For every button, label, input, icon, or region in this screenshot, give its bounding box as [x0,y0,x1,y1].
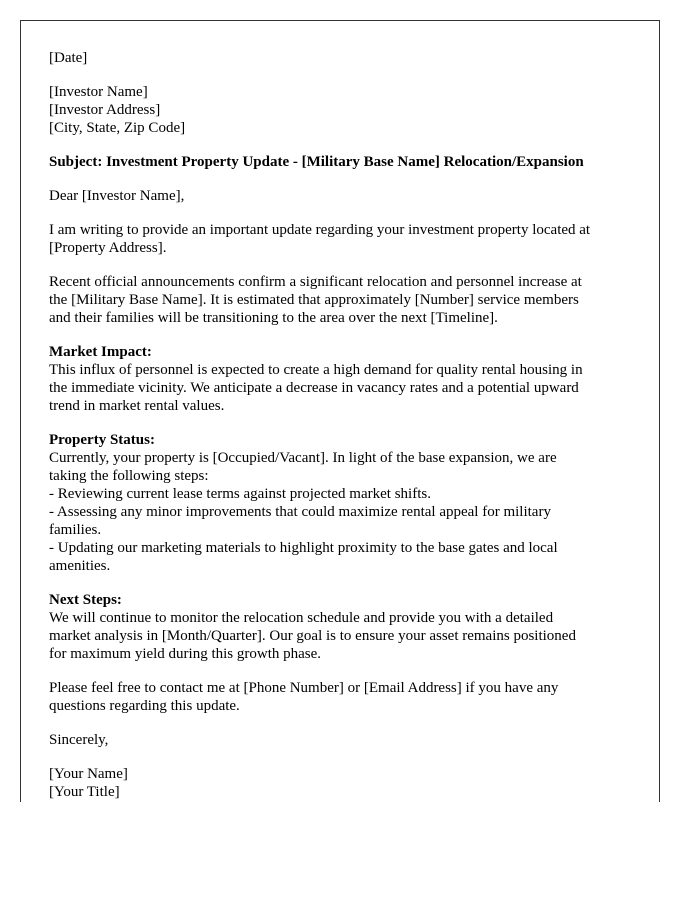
market-impact-line: This influx of personnel is expected to create a high demand for quality rental housing in [49,362,583,378]
recipient-address-paragraph [49,83,631,137]
market-impact-paragraph [49,343,631,415]
contact-line: Please feel free to contact me at [Phone Number] or [Email Address] if you have any [49,680,559,696]
announcement-line: Recent official announcements confirm a significant relocation and personnel increase at [49,274,582,290]
property-status-line: - Reviewing current lease terms against projected market shifts. [49,486,431,502]
contact-paragraph [49,679,631,715]
property-status-line: families. [49,522,102,538]
intro-line: I am writing to provide an important update regarding your investment property located at [49,222,591,238]
market-impact-line: Market Impact: [49,344,152,360]
next-steps-paragraph [49,591,631,663]
property-status-line: taking the following steps: [49,468,209,484]
property-status-line: Currently, your property is [Occupied/Vacant]. In light of the base expansion, we are [49,450,557,466]
recipient-address-line: [Investor Address] [49,102,161,118]
property-status-line: - Assessing any minor improvements that could maximize rental appeal for military [49,504,551,520]
closing-paragraph [49,731,631,749]
signature-line: [Your Title] [49,784,120,800]
subject-line: Subject: Investment Property Update - [Military Base Name] Relocation/Expansion [49,154,584,170]
signature-line: [Your Name] [49,766,128,782]
property-status-paragraph [49,431,631,575]
recipient-address-line: [Investor Name] [49,84,148,100]
property-status-line: amenities. [49,558,111,574]
next-steps-line: for maximum yield during this growth phase. [49,646,322,662]
announcement-line: and their families will be transitioning to the area over the next [Timeline]. [49,310,498,326]
market-impact-line: the immediate vicinity. We anticipate a decrease in vacancy rates and a potential upward [49,380,579,396]
recipient-address-line: [City, State, Zip Code] [49,120,186,136]
intro-line: [Property Address]. [49,240,167,256]
date-paragraph [49,49,631,67]
market-impact-line: trend in market rental values. [49,398,225,414]
announcement-paragraph [49,273,631,327]
next-steps-line: Next Steps: [49,592,122,608]
property-status-line: - Updating our marketing materials to highlight proximity to the base gates and local [49,540,558,556]
property-status-line: Property Status: [49,432,155,448]
subject-paragraph [49,153,631,171]
salutation-paragraph [49,187,631,205]
next-steps-line: market analysis in [Month/Quarter]. Our goal is to ensure your asset remains positioned [49,628,576,644]
salutation-line: Dear [Investor Name], [49,188,185,204]
date-line: [Date] [49,50,88,66]
next-steps-line: We will continue to monitor the relocation schedule and provide you with a detailed [49,610,554,626]
announcement-line: the [Military Base Name]. It is estimated that approximately [Number] service members [49,292,579,308]
signature-paragraph [49,765,631,801]
contact-line: questions regarding this update. [49,698,240,714]
closing-line: Sincerely, [49,732,109,748]
letter-page [20,20,660,802]
intro-paragraph [49,221,631,257]
